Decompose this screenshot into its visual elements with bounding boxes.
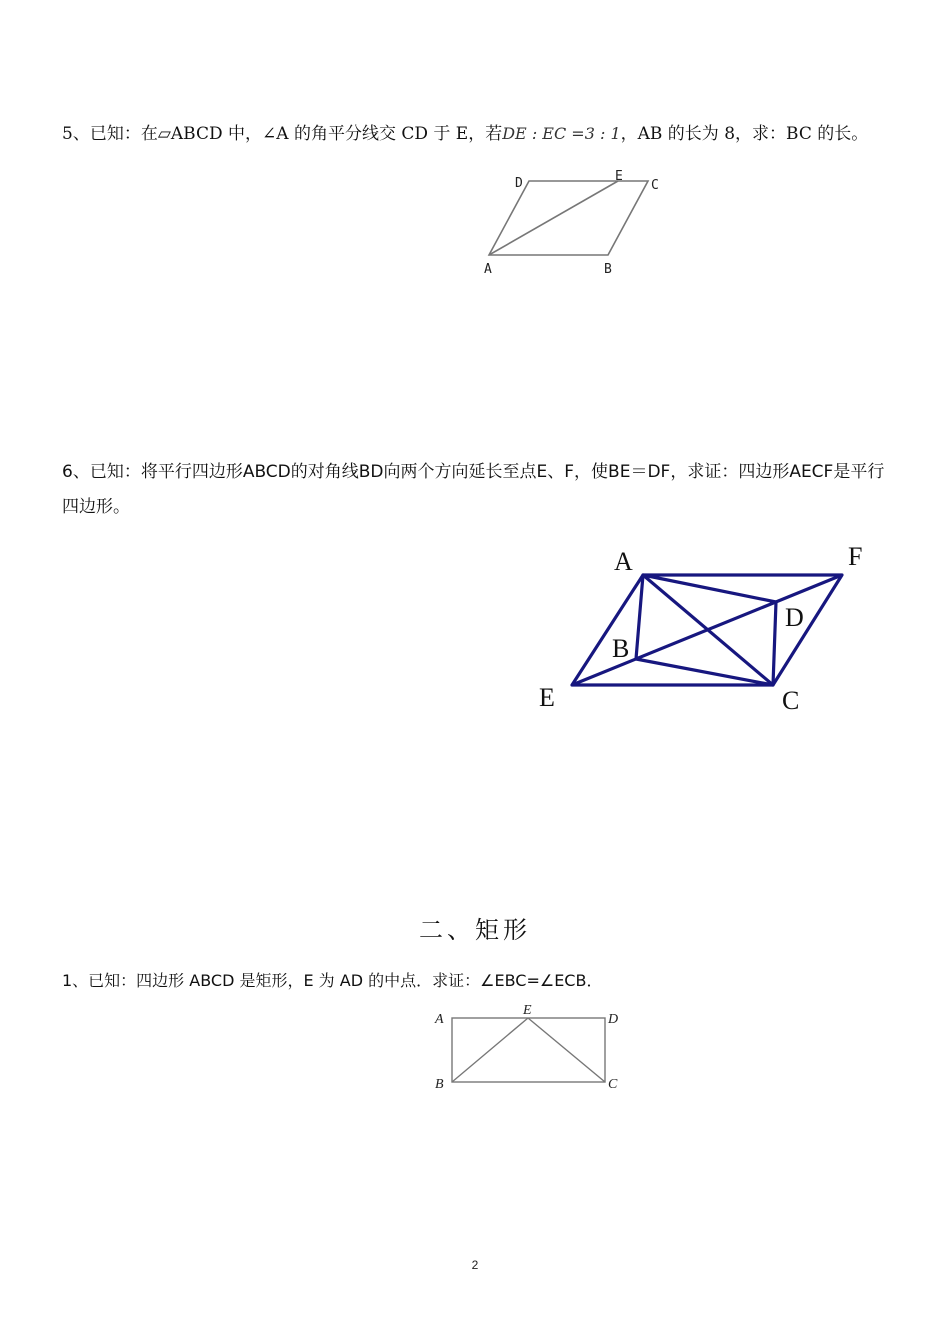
line-be: [452, 1018, 528, 1082]
label-b: B: [612, 634, 630, 663]
page-number: 2: [471, 1258, 479, 1272]
problem-6-statement: 6、已知：将平行四边形ABCD的对角线BD向两个方向延长至点E、F，使BE＝DF，求证：四边形AECF是平行四边形。: [62, 462, 885, 517]
label-e: E: [523, 1003, 532, 1018]
label-d: D: [515, 176, 523, 191]
problem-5-middle: ABCD 中，∠A 的角平分线交 CD 于 E，若: [170, 124, 503, 144]
label-b: B: [435, 1077, 444, 1092]
label-e: E: [539, 683, 555, 712]
label-c: C: [608, 1077, 618, 1092]
label-a: A: [435, 1012, 444, 1027]
problem-1-figure: [430, 1000, 630, 1100]
label-c: C: [782, 686, 800, 715]
section-heading-rectangle: 二、矩形: [419, 916, 531, 944]
label-f: F: [848, 542, 863, 571]
line-ec: [528, 1018, 605, 1082]
label-d: D: [785, 603, 804, 632]
problem-5-figure: [470, 165, 670, 285]
label-a: A: [484, 262, 492, 277]
problem-6-figure: [530, 540, 880, 720]
problem-5-suffix: ，AB 的长为 8，求：BC 的长。: [620, 124, 869, 144]
problem-1-statement: 1、已知：四边形 ABCD 是矩形，E 为 AD 的中点．求证：∠EBC=∠ECB．: [62, 971, 603, 990]
label-c: C: [651, 178, 659, 193]
parallelogram-abcd: [489, 181, 648, 255]
ratio-formula: DE : EC =3 : 1: [502, 124, 621, 143]
label-d: D: [608, 1012, 619, 1027]
line-ac: [643, 575, 773, 685]
parallelogram-symbol: ▱: [157, 124, 171, 144]
label-a: A: [614, 547, 633, 576]
problem-5-prefix: 5、已知：在: [62, 124, 158, 144]
label-e: E: [615, 169, 623, 184]
label-b: B: [604, 262, 612, 277]
rectangle-abcd: [452, 1018, 605, 1082]
problem-5-statement: [62, 119, 868, 144]
